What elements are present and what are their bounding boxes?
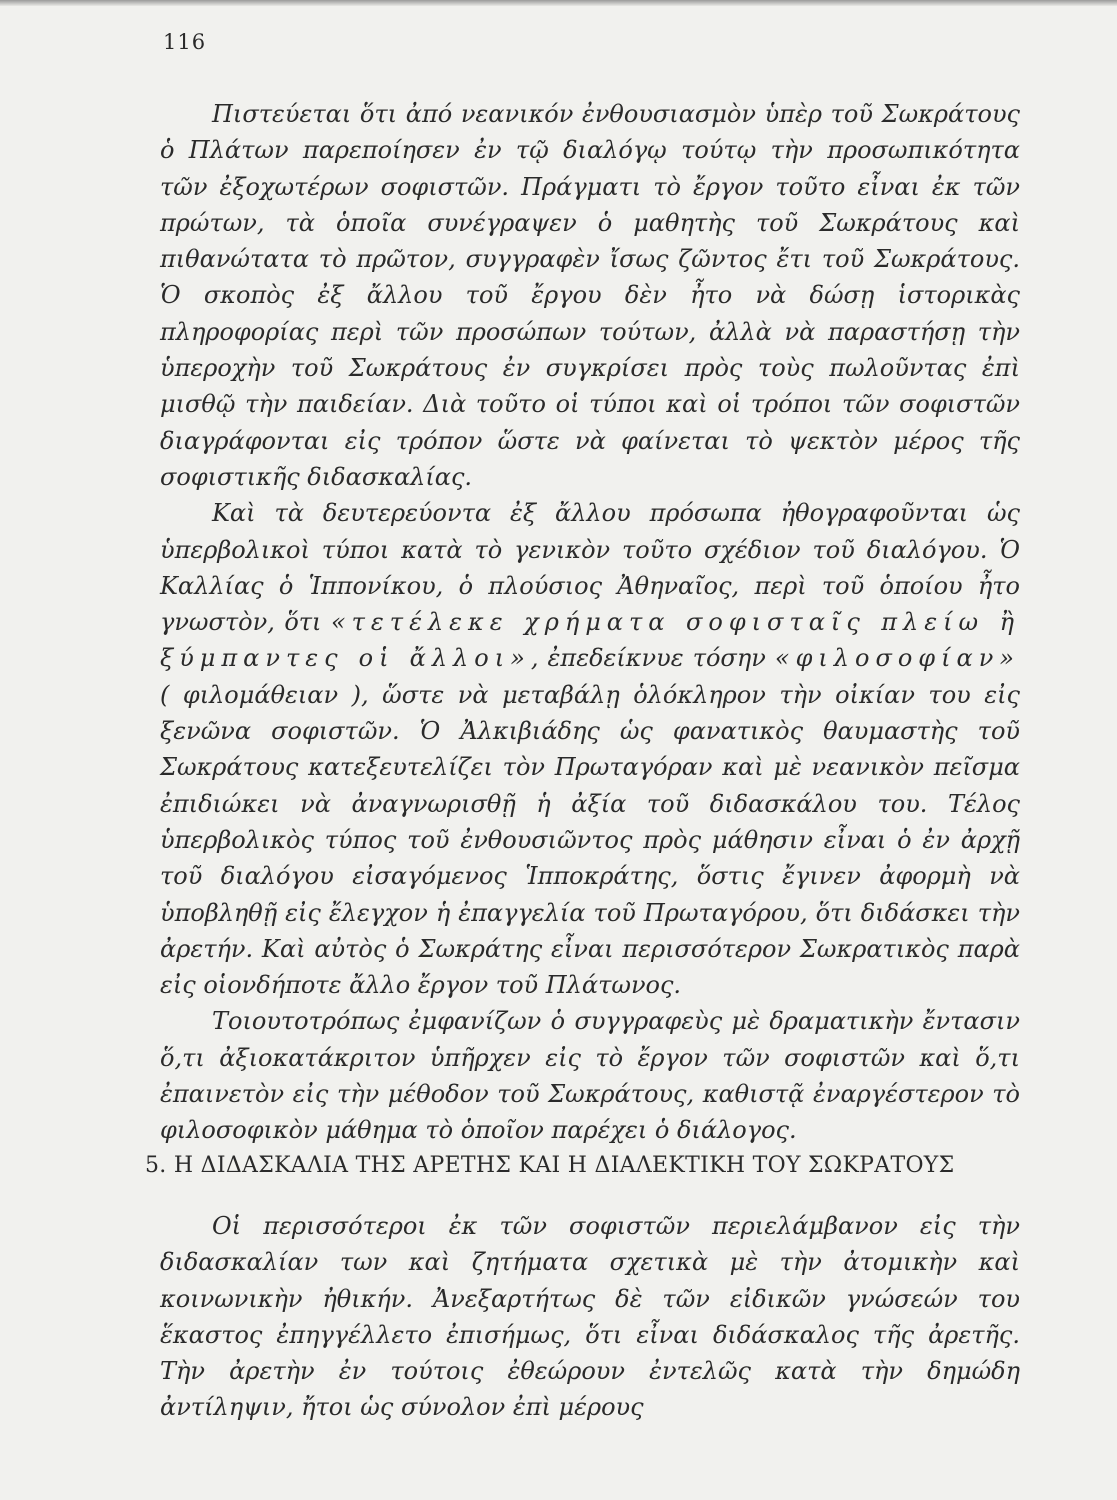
page-top-edge (0, 0, 1117, 6)
paragraph-2 (160, 495, 1020, 1003)
spaced-quote-2: «φιλοσοφίαν» (774, 644, 1020, 673)
section-text (160, 1208, 1020, 1426)
spaced-quote-1: «τετέλεκε χρήματα σοφισταῖς πλείω ἢ ξύμπαντες οἱ ἄλλοι» (160, 608, 1020, 673)
main-text (160, 96, 1020, 1149)
paragraph-2-text-b: , ἐπεδείκνυε τόσην (530, 644, 766, 673)
section-paragraph-1: Οἱ περισσότεροι ἐκ τῶν σοφιστῶν περιελάμβανον εἰς τὴν διδασκαλίαν των καὶ ζητήματα σχετικὰ μὲ τὴν ἀτομικὴν καὶ κοινωνικὴν ἠθικήν. Ἀνεξαρτήτως δὲ τῶν εἰδικῶν γνώσεών του ἕκαστος ἐπηγγέλλετο ἐπισήμως, ὅτι εἶναι διδάσκαλος τῆς ἀρετῆς. Τὴν ἀρετὴν ἐν τούτοις ἐθεώρουν ἐντελῶς κατὰ τὴν δημώδη ἀντίληψιν, ἤτοι ὡς σύνολον ἐπὶ μέρους (160, 1212, 1020, 1422)
page-number: 116 (163, 30, 207, 54)
section-heading: 5. Η ΔΙΔΑΣΚΑΛΙΑ ΤΗΣ ΑΡΕΤΗΣ ΚΑΙ Η ΔΙΑΛΕΚΤΙΚΗ ΤΟΥ ΣΩΚΡΑΤΟΥΣ (145, 1153, 955, 1178)
paragraph-3: Τοιουτοτρόπως ἐμφανίζων ὁ συγγραφεὺς μὲ δραματικὴν ἔντασιν ὅ,τι ἀξιοκατάκριτον ὑπῆρχεν εἰς τὸ ἔργον τῶν σοφιστῶν καὶ ὅ,τι ἐπαινετὸν εἰς τὴν μέθοδον τοῦ Σωκράτους, καθιστᾷ ἐναργέστερον τὸ φιλοσοφικὸν μάθημα τὸ ὁποῖον παρέχει ὁ διάλογος. (160, 1007, 1020, 1145)
paragraph-1: Πιστεύεται ὅτι ἀπό νεανικόν ἐνθουσιασμὸν ὑπὲρ τοῦ Σωκράτους ὁ Πλάτων παρεποίησεν ἐν τῷ διαλόγῳ τούτῳ τὴν προσωπικότητα τῶν ἐξοχωτέρων σοφιστῶν. Πράγματι τὸ ἔργον τοῦτο εἶναι ἐκ τῶν πρώτων, τὰ ὁποῖα συνέγραψεν ὁ μαθητὴς τοῦ Σωκράτους καὶ πιθανώτατα τὸ πρῶτον, συγγραφὲν ἴσως ζῶντος ἔτι τοῦ Σωκράτους. Ὁ σκοπὸς ἐξ ἄλλου τοῦ ἔργου δὲν ἦτο νὰ δώσῃ ἱστορικὰς πληροφορίας περὶ τῶν προσώπων τούτων, ἀλλὰ νὰ παραστήσῃ τὴν ὑπεροχὴν τοῦ Σωκράτους ἐν συγκρίσει πρὸς τοὺς πωλοῦντας ἐπὶ μισθῷ τὴν παιδείαν. Διὰ τοῦτο οἱ τύποι καὶ οἱ τρόποι τῶν σοφιστῶν διαγράφονται εἰς τρόπον ὥστε νὰ φαίνεται τὸ ψεκτὸν μέρος τῆς σοφιστικῆς διδασκαλίας. (160, 100, 1020, 491)
paragraph-2-text-a: Καὶ τὰ δευτερεύοντα ἐξ ἄλλου πρόσωπα ἠθογραφοῦνται ὡς ὑπερβολικοὶ τύποι κατὰ τὸ γενικὸν τοῦτο σχέδιον τοῦ διαλόγου. Ὁ Καλλίας ὁ Ἱππονίκου, ὁ πλούσιος Ἀθηναῖος, περὶ τοῦ ὁποίου ἦτο γνωστὸν, ὅτι (160, 499, 1020, 637)
paragraph-2-text-c: ( φιλομάθειαν ), ὥστε νὰ μεταβάλῃ ὁλόκληρον τὴν οἰκίαν του εἰς ξενῶνα σοφιστῶν. Ὁ Ἀλκιβιάδης ὡς φανατικὸς θαυμαστὴς τοῦ Σωκράτους κατεξευτελίζει τὸν Πρωταγόραν καὶ μὲ νεανικὸν πεῖσμα ἐπιδιώκει νὰ ἀναγνωρισθῇ ἡ ἀξία τοῦ διδασκάλου του. Τέλος ὑπερβολικὸς τύπος τοῦ ἐνθουσιῶντος πρὸς μάθησιν εἶναι ὁ ἐν ἀρχῇ τοῦ διαλόγου εἰσαγόμενος Ἱπποκράτης, ὅστις ἔγινεν ἀφορμὴ νὰ ὑποβληθῇ εἰς ἔλεγχον ἡ ἐπαγγελία τοῦ Πρωταγόρου, ὅτι διδάσκει τὴν ἀρετήν. Καὶ αὐτὸς ὁ Σωκράτης εἶναι περισσότερον Σωκρατικὸς παρὰ εἰς οἱονδήποτε ἄλλο ἔργον τοῦ Πλάτωνος. (160, 680, 1020, 1000)
